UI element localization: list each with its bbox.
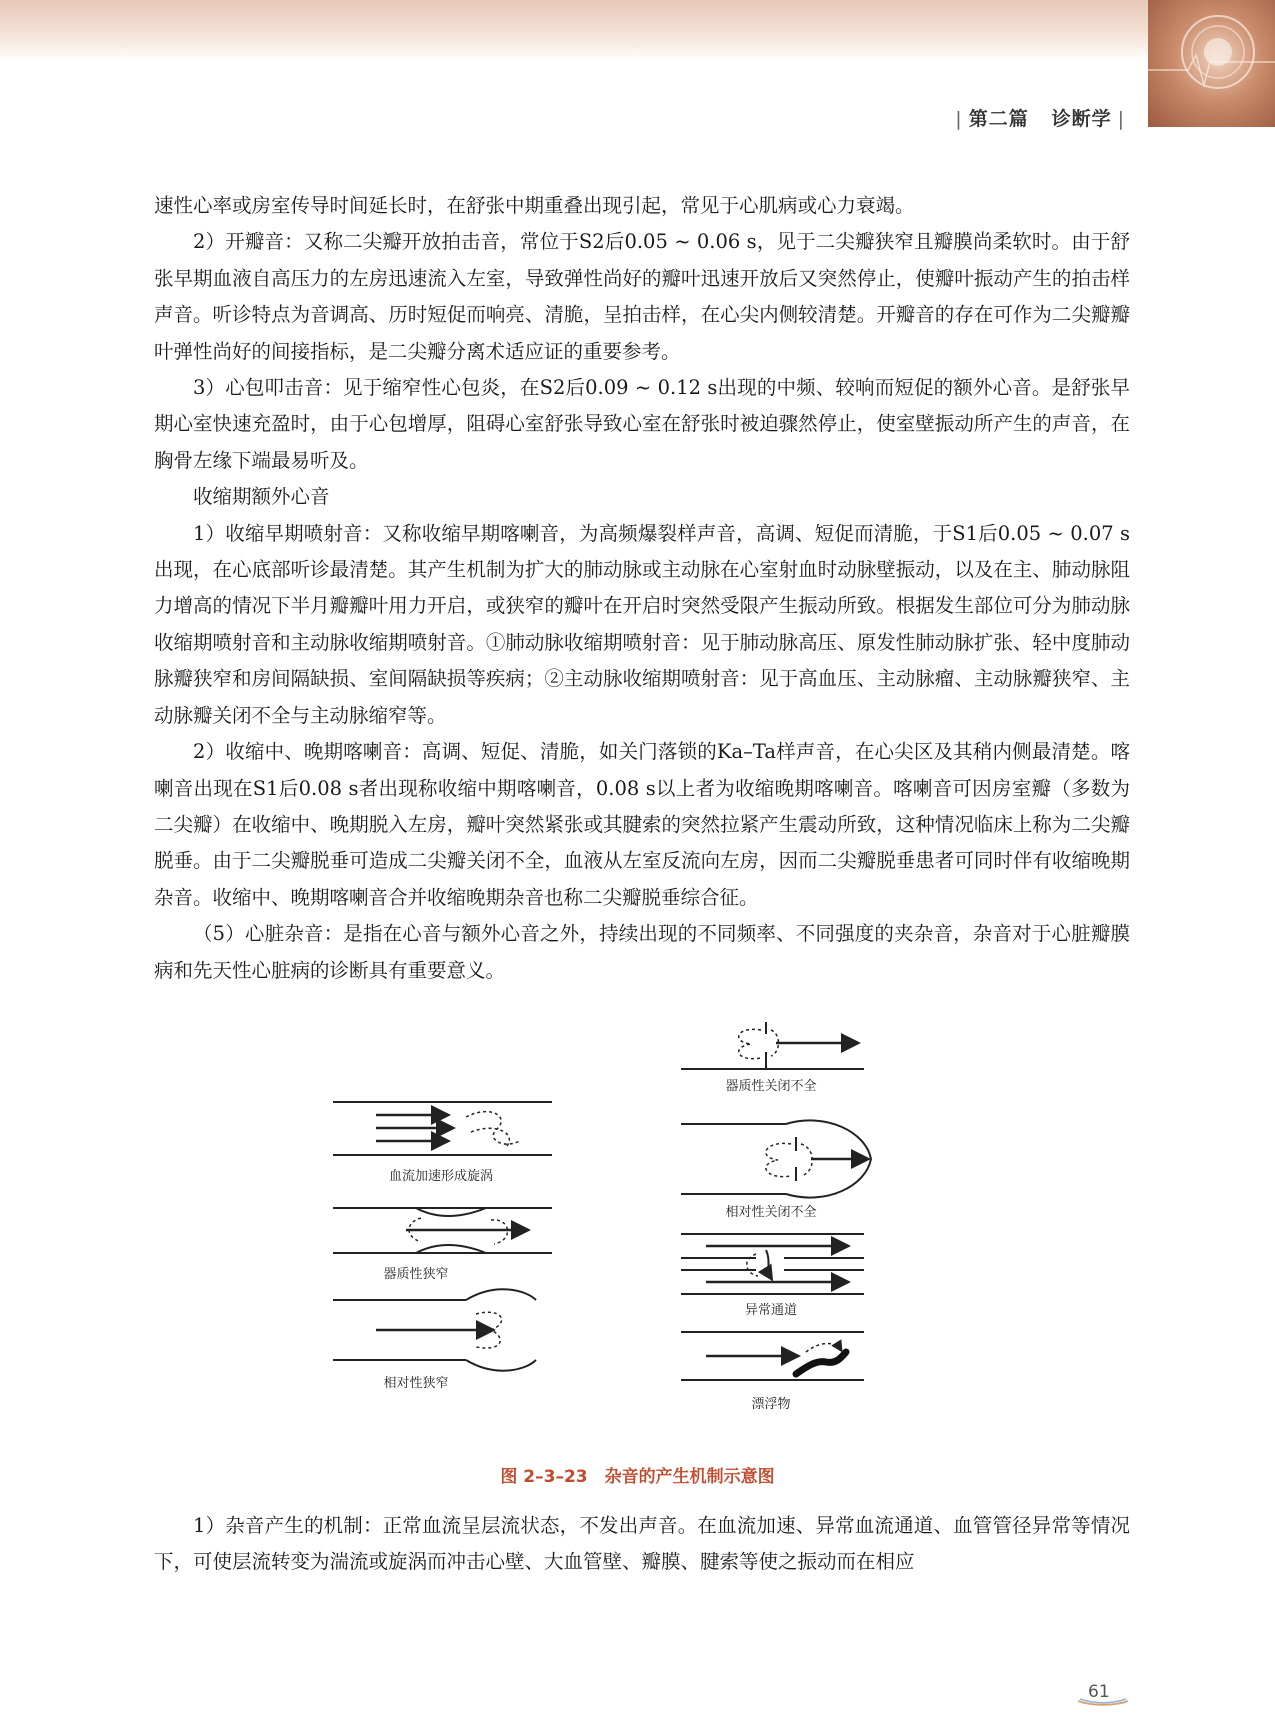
paragraph: （5）心脏杂音：是指在心音与额外心音之外，持续出现的不同频率、不同强度的夹杂音，杂音对于心脏瓣膜病和先天性心脏病的诊断具有重要意义。 [154,922,1130,982]
header-section: 第二篇 [968,108,1029,130]
label-organic-regurg: 器质性关闭不全 [725,1079,817,1094]
paragraph: 2）开瓣音：又称二尖瓣开放拍击音，常位于S2后0.05 ~ 0.06 s，见于二尖瓣狭窄且瓣膜尚柔软时。由于舒张早期血液自高压力的左房迅速流入左室，导致弹性尚好的瓣叶迅速开放后又突然停止，使瓣叶振动产生的拍击样声音。听诊特点为音调高、历时短促而响亮、清脆，呈拍击样，在心尖内侧较清楚。开瓣音的存在可作为二尖瓣瓣叶弹性尚好的间接指标，是二尖瓣分离术适应证的重要参考。 [154,230,1130,363]
label-relative-stenosis: 相对性狭窄 [383,1376,449,1391]
figure-caption: 图 2–3–23 杂音的产生机制示意图 [500,1467,775,1487]
header-subject: 诊断学 [1051,108,1112,130]
diagram-accel-vortex [333,1102,552,1184]
paragraph: 2）收缩中、晚期喀喇音：高调、短促、清脆，如关门落锁的Ka–Ta样声音，在心尖区及其稍内侧最清楚。喀喇音出现在S1后0.08 s者出现称收缩中期喀喇音，0.08 s以上者为收缩晚期喀喇音。喀喇音可因房室瓣（多数为二尖瓣）在收缩中、晚期脱入左房，瓣叶突然紧张或其腱索的突然拉紧产生震动所致，这种情况临床上称为二尖瓣脱垂。由于二尖瓣脱垂可造成二尖瓣关闭不全，血液从左室反流向左房，因而二尖瓣脱垂患者可同时伴有收缩晚期杂音。收缩中、晚期喀喇音合并收缩晚期杂音也称二尖瓣脱垂综合征。 [154,740,1130,909]
corner-photo-stethoscope [1148,0,1275,127]
top-decorative-band [0,0,1148,62]
subheading: 收缩期额外心音 [193,485,330,509]
running-header: | 第二篇 诊断学 | [955,108,1125,130]
diagram-organic-regurgitation [681,1022,864,1094]
paragraph: 1）收缩早期喷射音：又称收缩早期喀喇音，为高频爆裂样声音，高调、短促而清脆，于S1后0.05 ~ 0.07 s出现，在心底部听诊最清楚。其产生机制为扩大的肺动脉或主动脉在心室射血时动脉壁振动，以及在主、肺动脉阻力增高的情况下半月瓣瓣叶用力开启，或狭窄的瓣叶在开启时突然受限产生振动所致。根据发生部位可分为肺动脉收缩期喷射音和主动脉收缩期喷射音。①肺动脉收缩期喷射音：见于肺动脉高压、原发性肺动脉扩张、轻中度肺动脉瓣狭窄和房间隔缺损、室间隔缺损等疾病；②主动脉收缩期喷射音：见于高血压、主动脉瘤、主动脉瓣狭窄、主动脉瓣关闭不全与主动脉缩窄等。 [154,521,1130,727]
page-number: 61 [1088,1682,1110,1702]
label-relative-regurg: 相对性关闭不全 [725,1205,817,1220]
diagram-floating-object [681,1332,864,1412]
label-abnormal-channel: 异常通道 [744,1303,798,1318]
label-floating-object: 漂浮物 [751,1397,791,1412]
label-accel-vortex: 血流加速形成旋涡 [388,1169,494,1184]
body-text-bottom [154,1508,1130,1581]
paragraph: 1）杂音产生的机制：正常血流呈层流状态，不发出声音。在血流加速、异常血流通道、血管管径异常等情况下，可使层流转变为湍流或旋涡而冲击心壁、大血管壁、瓣膜、腱索等使之振动而在相应 [154,1514,1130,1574]
diagram-abnormal-channel [681,1234,864,1318]
paragraph: 3）心包叩击音：见于缩窄性心包炎，在S2后0.09 ~ 0.12 s出现的中频、较响而短促的额外心音。是舒张早期心室快速充盈时，由于心包增厚，阻碍心室舒张导致心室在舒张时被迫骤然停止，使室壁振动所产生的声音，在胸骨左缘下端最易听及。 [154,376,1130,472]
paragraph: 速性心率或房室传导时间延长时，在舒张中期重叠出现引起，常见于心肌病或心力衰竭。 [154,194,915,217]
body-text-top [154,188,1130,989]
label-organic-stenosis: 器质性狭窄 [383,1267,449,1282]
diagram-organic-stenosis [333,1208,552,1282]
diagram-relative-stenosis [333,1289,536,1391]
diagram-relative-regurgitation [681,1120,871,1220]
murmur-mechanism-figure [326,1022,976,1442]
